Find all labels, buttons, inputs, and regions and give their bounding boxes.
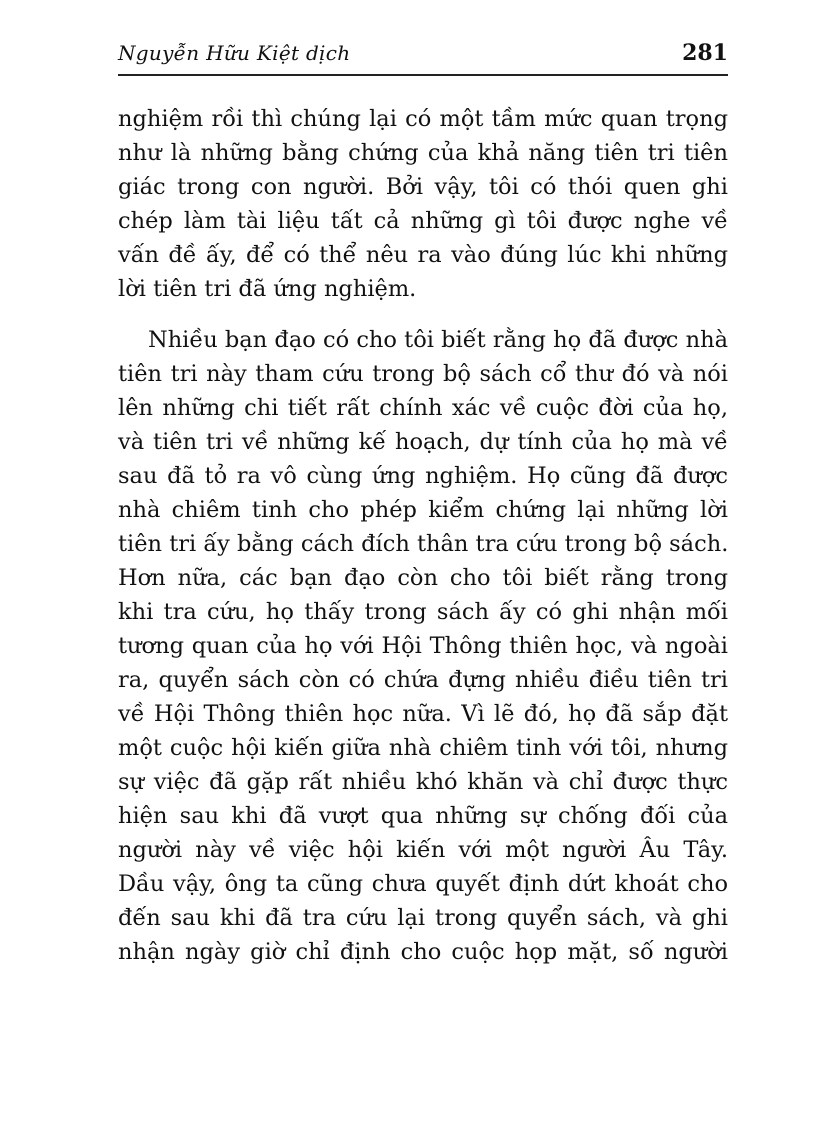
text-line: nhà chiêm tinh cho phép kiểm chứng lại những lời <box>118 497 728 523</box>
text-line: người này về việc hội kiến với một người Âu Tây. <box>118 837 728 863</box>
text-line: giác trong con người. Bởi vậy, tôi có thói quen ghi <box>118 174 728 200</box>
text-line: lời tiên tri đã ứng nghiệm. <box>118 276 417 302</box>
text-line: Dầu vậy, ông ta cũng chưa quyết định dứt khoát cho <box>118 871 728 897</box>
text-line: nghiệm rồi thì chúng lại có một tầm mức quan trọng <box>118 106 728 132</box>
paragraph-1 <box>118 102 728 306</box>
text-line: hiện sau khi đã vượt qua những sự chống đối của <box>118 803 728 829</box>
text-line: sau đã tỏ ra vô cùng ứng nghiệm. Họ cũng đã được <box>118 463 728 489</box>
text-line: nhận ngày giờ chỉ định cho cuộc họp mặt, số người <box>118 939 728 965</box>
text-line: một cuộc hội kiến giữa nhà chiêm tinh với tôi, nhưng <box>118 735 728 761</box>
text-line: khi tra cứu, họ thấy trong sách ấy có ghi nhận mối <box>118 599 728 625</box>
text-line: chép làm tài liệu tất cả những gì tôi được nghe về <box>118 208 728 234</box>
text-line: vấn đề ấy, để có thể nêu ra vào đúng lúc khi những <box>118 242 728 268</box>
text-line: ra, quyển sách còn có chứa đựng nhiều điều tiên tri <box>118 667 728 693</box>
text-line: Nhiều bạn đạo có cho tôi biết rằng họ đã được nhà <box>148 327 728 353</box>
text-line: như là những bằng chứng của khả năng tiên tri tiên <box>118 140 728 166</box>
text-line: đến sau khi đã tra cứu lại trong quyển sách, và ghi <box>118 905 728 931</box>
paragraph-2 <box>118 323 728 969</box>
body-text <box>118 102 728 969</box>
text-line: tiên tri này tham cứu trong bộ sách cổ thư đó và nói <box>118 361 728 387</box>
running-header <box>118 40 728 76</box>
text-line: sự việc đã gặp rất nhiều khó khăn và chỉ được thực <box>118 769 728 795</box>
text-line: tiên tri ấy bằng cách đích thân tra cứu trong bộ sách. <box>118 531 729 557</box>
text-line: về Hội Thông thiên học nữa. Vì lẽ đó, họ đã sắp đặt <box>118 701 728 727</box>
text-line: Hơn nữa, các bạn đạo còn cho tôi biết rằng trong <box>118 565 728 591</box>
text-line: và tiên tri về những kế hoạch, dự tính của họ mà về <box>118 429 728 455</box>
running-title: Nguyễn Hữu Kiệt dịch <box>118 41 351 65</box>
text-line: tương quan của họ với Hội Thông thiên học, và ngoài <box>118 633 728 659</box>
page-number: 281 <box>682 40 728 66</box>
text-line: lên những chi tiết rất chính xác về cuộc đời của họ, <box>118 395 728 421</box>
book-page <box>118 40 728 969</box>
